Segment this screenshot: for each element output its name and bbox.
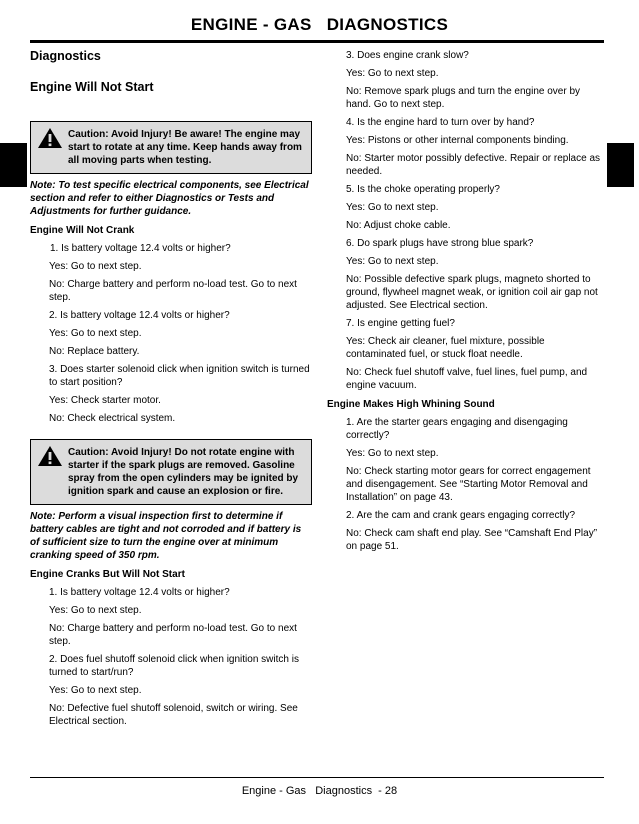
note: Note: To test specific electrical components, see Electrical section and refer to either Diagnostics or Tests and Adjustments for further guidance. xyxy=(30,180,309,217)
list-item: No: Check starting motor gears for correct engagement and disengagement. See “Starting Motor Removal and Installation” on page 43. xyxy=(346,466,591,503)
caution-box xyxy=(30,121,312,174)
list-item: 6. Do spark plugs have strong blue spark? xyxy=(346,238,534,249)
page-footer: Engine - Gas Diagnostics - 28 xyxy=(241,785,398,797)
right-section-tab xyxy=(607,143,634,187)
note: Note: Perform a visual inspection first to determine if battery cables are tight and not corroded and if battery is of sufficient size to turn the engine over at minimum cranking speed of 350 rpm. xyxy=(30,511,302,561)
list-item: No: Check electrical system. xyxy=(49,413,176,424)
list-item: No: Possible defective spark plugs, magneto shorted to ground, flywheel magnet weak, or ignition coil air gap not adjusted. See Electrical section. xyxy=(346,274,598,311)
list-item: Yes: Go to next step. xyxy=(49,685,142,696)
footer-rule xyxy=(30,777,604,778)
list-item: 3. Does engine crank slow? xyxy=(346,50,469,61)
list-item: Yes: Go to next step. xyxy=(346,448,439,459)
list-item: Yes: Go to next step. xyxy=(346,68,439,79)
list-item: 5. Is the choke operating properly? xyxy=(346,184,500,195)
list-item: No: Starter motor possibly defective. Repair or replace as needed. xyxy=(346,153,600,177)
section-subheading: Engine Will Not Start xyxy=(30,80,154,94)
list-item: Yes: Go to next step. xyxy=(346,256,439,267)
section-title: Engine Will Not Crank xyxy=(30,225,135,236)
list-item: 2. Does fuel shutoff solenoid click when ignition switch is turned to start/run? xyxy=(49,654,299,678)
section-title: Engine Cranks But Will Not Start xyxy=(30,569,185,580)
list-item: No: Remove spark plugs and turn the engine over by hand. Go to next step. xyxy=(346,86,581,110)
list-item: No: Defective fuel shutoff solenoid, switch or wiring. See Electrical section. xyxy=(49,703,298,727)
list-item: 7. Is engine getting fuel? xyxy=(346,318,455,329)
list-item: Yes: Check air cleaner, fuel mixture, possible contaminated fuel, or stuck float needle. xyxy=(346,336,545,360)
list-item: Yes: Go to next step. xyxy=(49,328,142,339)
left-section-tab xyxy=(0,143,27,187)
list-item: 1. Is battery voltage 12.4 volts or higher? xyxy=(49,587,230,598)
right-column xyxy=(327,49,603,553)
list-item: Yes: Go to next step. xyxy=(49,605,142,616)
list-item: Yes: Pistons or other internal components binding. xyxy=(346,135,569,146)
list-item: No: Check fuel shutoff valve, fuel lines, fuel pump, and engine vacuum. xyxy=(346,367,588,391)
list-item: Yes: Check starter motor. xyxy=(49,395,161,406)
left-column xyxy=(30,49,312,728)
caution-text: Caution: Avoid Injury! Do not rotate engine with starter if the spark plugs are removed. Gasoline spray from the open cylinders may be ignited by ignition spark and cause an explosion or fire. xyxy=(68,447,299,497)
list-item: 2. Are the cam and crank gears engaging correctly? xyxy=(346,510,576,521)
list-item: 4. Is the engine hard to turn over by hand? xyxy=(346,117,535,128)
list-item: Yes: Go to next step. xyxy=(346,202,439,213)
list-item: No: Charge battery and perform no-load test. Go to next step. xyxy=(49,623,297,647)
caution-box xyxy=(30,439,312,505)
list-item: No: Charge battery and perform no-load test. Go to next step. xyxy=(49,279,297,303)
header-rule xyxy=(30,40,604,43)
list-item: No: Check cam shaft end play. See “Camshaft End Play” on page 51. xyxy=(346,528,598,552)
list-item: Yes: Go to next step. xyxy=(49,261,142,272)
list-item: 3. Does starter solenoid click when ignition switch is turned to start position? xyxy=(49,364,310,388)
list-item: 2. Is battery voltage 12.4 volts or higher? xyxy=(49,310,230,321)
list-item: 1. Are the starter gears engaging and disengaging correctly? xyxy=(346,417,568,441)
section-heading: Diagnostics xyxy=(30,49,101,63)
section-title: Engine Makes High Whining Sound xyxy=(327,399,495,410)
warning-triangle-icon xyxy=(37,445,63,467)
caution-text: Caution: Avoid Injury! Be aware! The engine may start to rotate at any time. Keep hands away from all moving parts when testing. xyxy=(68,129,302,166)
warning-triangle-icon xyxy=(37,127,63,149)
page-title: ENGINE - GAS DIAGNOSTICS xyxy=(190,15,449,34)
list-item: No: Adjust choke cable. xyxy=(346,220,451,231)
list-item: No: Replace battery. xyxy=(49,346,140,357)
list-item: 1. Is battery voltage 12.4 volts or higher? xyxy=(50,243,231,254)
